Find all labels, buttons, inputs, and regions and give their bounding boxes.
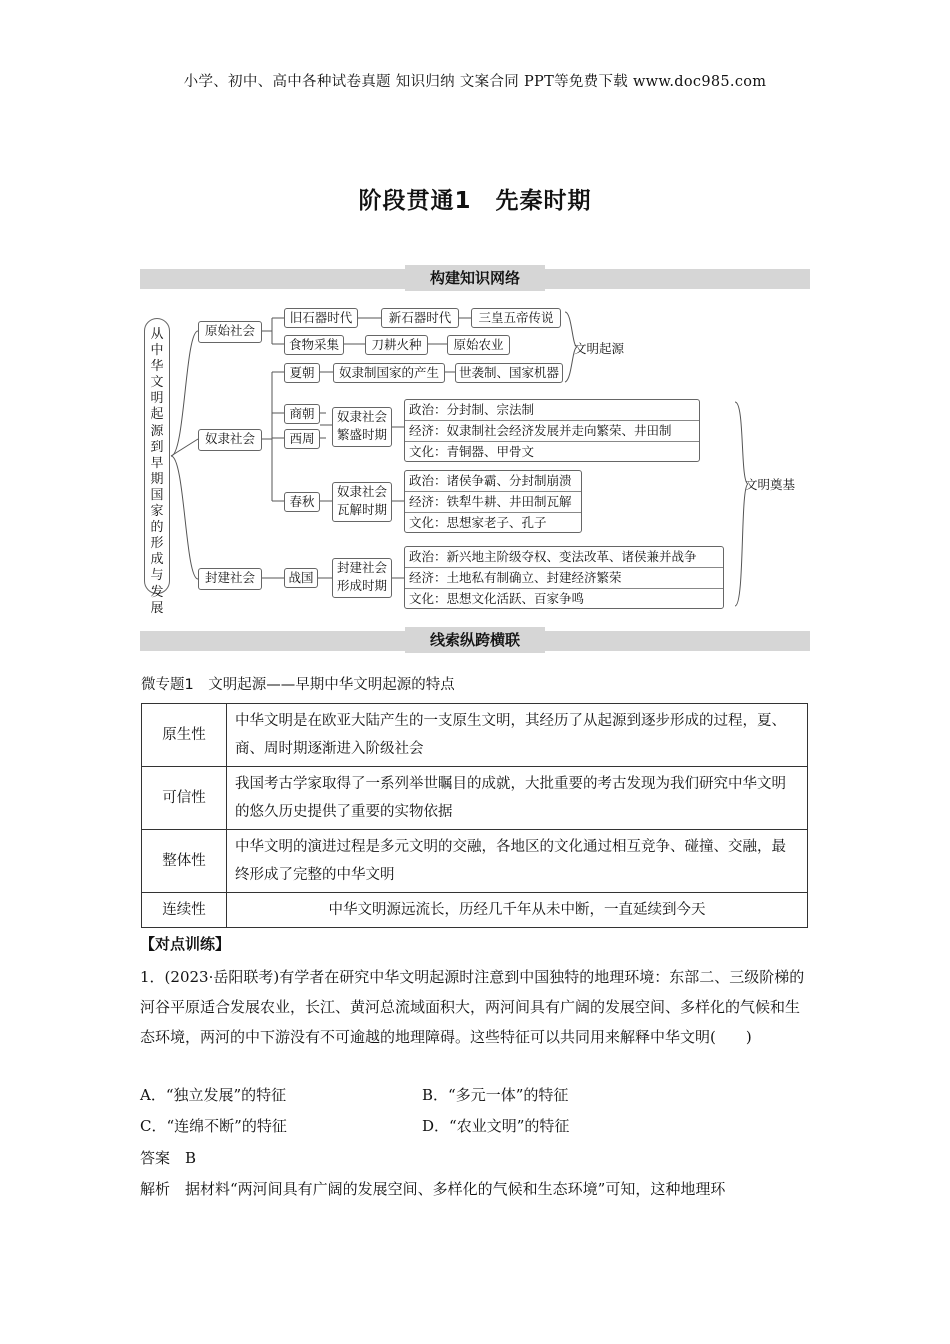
subtopic-title: 微专题1 文明起源——早期中华文明起源的特点 [141, 677, 455, 693]
section-title-knowledge: 构建知识网络 [405, 265, 545, 291]
node-shang: 商朝 [284, 404, 320, 424]
group-feudal-politics: 政治：新兴地主阶级夺权、变法改革、诸侯兼并战争 [405, 547, 723, 568]
node-food-gathering: 食物采集 [284, 335, 344, 355]
option-c: C．“连绵不断”的特征 [140, 1117, 287, 1135]
table-row [142, 830, 808, 893]
page-title: 阶段贯通1 先秦时期 [358, 188, 592, 214]
group-flourish [404, 399, 700, 462]
group-feudal-culture: 文化：思想文化活跃、百家争鸣 [409, 591, 585, 606]
node-chunqiu: 春秋 [284, 492, 320, 512]
table-key: 连续性 [142, 893, 227, 928]
section-bar-clues [140, 631, 810, 651]
group-feudal-economy: 经济：土地私有制确立、封建经济繁荣 [405, 568, 723, 589]
table-value: 我国考古学家取得了一系列举世瞩目的成就，大批重要的考古发现为我们研究中华文明的悠久历史提供了重要的实物依据 [227, 767, 808, 830]
practice-heading: 【对点训练】 [140, 935, 231, 953]
section-title-clues: 线索纵跨横联 [405, 627, 545, 653]
node-xizhou: 西周 [284, 429, 320, 449]
node-slash-burn: 刀耕火种 [365, 335, 428, 355]
group-flourish-economy: 经济：奴隶制社会经济发展并走向繁荣、井田制 [405, 421, 699, 442]
question-1: 1．(2023·岳阳联考)有学者在研究中华文明起源时注意到中国独特的地理环境：东部二、三级阶梯的河谷平原适合发展农业，长江、黄河总流域面积大，两河间具有广阔的发展空间、多样化的气候和生态环境，两河的中下游没有不可逾越的地理障碍。这些特征可以共同用来解释中华文明( ) [140, 968, 805, 1046]
group-collapse-economy: 经济：铁犁牛耕、井田制瓦解 [405, 492, 581, 513]
group-collapse [404, 470, 582, 533]
table-row [142, 704, 808, 767]
table-key: 原生性 [142, 704, 227, 767]
node-primitive-agri: 原始农业 [447, 335, 510, 355]
node-zhanguo: 战国 [284, 568, 318, 588]
table-key: 可信性 [142, 767, 227, 830]
table-value: 中华文明的演进过程是多元文明的交融，各地区的文化通过相互竞争、碰撞、交融，最终形成了完整的中华文明 [227, 830, 808, 893]
group-flourish-politics: 政治：分封制、宗法制 [405, 400, 699, 421]
table-row [142, 893, 808, 928]
analysis: 解析 据材料“两河间具有广阔的发展空间、多样化的气候和生态环境”可知，这种地理环 [140, 1180, 726, 1198]
table-row [142, 767, 808, 830]
node-old-stone-age: 旧石器时代 [284, 308, 358, 328]
node-legend: 三皇五帝传说 [471, 308, 561, 328]
group-feudal [404, 546, 724, 609]
table-key: 整体性 [142, 830, 227, 893]
stage-feudal: 封建社会 [198, 568, 262, 590]
node-period-feudal: 封建社会形成时期 [332, 558, 392, 598]
map-root: 从中华文明起源到早期国家的形成与发展 [144, 318, 170, 594]
group-collapse-politics: 政治：诸侯争霸、分封制崩溃 [405, 471, 581, 492]
stage-primitive: 原始社会 [198, 321, 262, 343]
group-collapse-culture: 文化：思想家老子、孔子 [409, 515, 547, 530]
node-period-flourish: 奴隶社会繁盛时期 [332, 407, 392, 447]
feature-table [141, 703, 808, 928]
answer: 答案 B [140, 1149, 197, 1167]
label-civilization-origin: 文明起源 [574, 341, 625, 356]
node-slave-state: 奴隶制国家的产生 [333, 363, 445, 383]
label-civilization-base: 文明奠基 [745, 477, 796, 492]
table-value: 中华文明源远流长，历经几千年从未中断，一直延续到今天 [227, 893, 808, 928]
node-new-stone-age: 新石器时代 [381, 308, 459, 328]
group-flourish-culture: 文化：青铜器、甲骨文 [409, 444, 535, 459]
node-period-collapse: 奴隶社会瓦解时期 [332, 482, 392, 522]
option-a: A．“独立发展”的特征 [140, 1086, 287, 1104]
page-header: 小学、初中、高中各种试卷真题 知识归纳 文案合同 PPT等免费下载 www.doc985.com [183, 74, 767, 90]
node-xia: 夏朝 [284, 363, 320, 383]
table-value: 中华文明是在欧亚大陆产生的一支原生文明，其经历了从起源到逐步形成的过程，夏、商、周时期逐渐进入阶级社会 [227, 704, 808, 767]
node-hereditary: 世袭制、国家机器 [455, 363, 563, 383]
stage-slave: 奴隶社会 [198, 429, 262, 451]
option-b: B．“多元一体”的特征 [422, 1086, 569, 1104]
option-d: D．“农业文明”的特征 [422, 1117, 570, 1135]
